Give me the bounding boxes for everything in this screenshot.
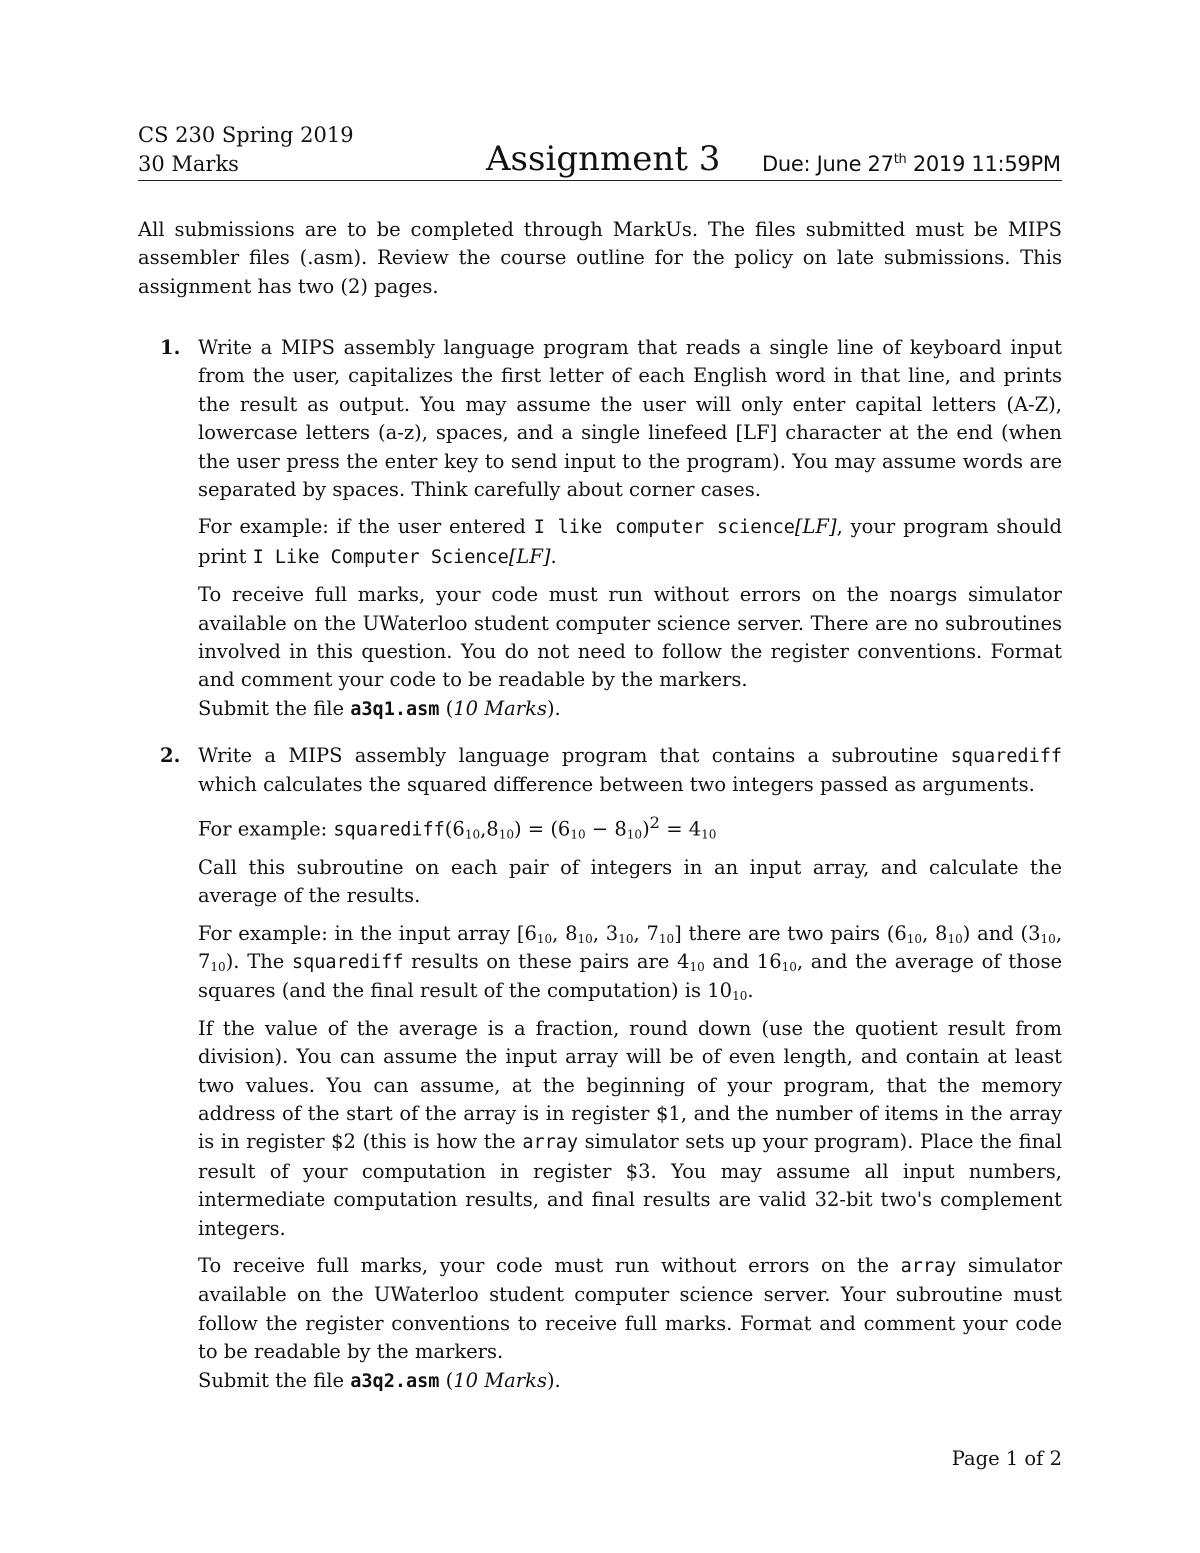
q2-rules-text: If the value of the average is a fraction, round down (use the quotient result from division). You can assume the input array will be of even length, and contain at least two values. You can assume, at the beginning of your program, that the memory address of the start of the array is in register $1, and the number of items in the array is in register $2 (this is how the [198, 1016, 1062, 1154]
base-subscript: 10 [570, 827, 586, 842]
q2-rules-text: simulator sets up your program). Place the final result of your computation in register $3. You may assume all input numbers, intermediate computation results, and final results are valid 32-bit two's complement integers. [198, 1130, 1062, 1240]
q1-submit-close: ). [546, 696, 561, 720]
q1-description: Write a MIPS assembly language program that reads a single line of keyboard input from the user, capitalizes the first letter of each English word in that line, and prints the result as output. You may assume the user will only enter capital letters (A-Z), lowercase letters (a-z), spaces, and a single linefeed [LF] character at the end (when the user press the enter key to send input to the program). You may assume words are separated by spaces. Think carefully about corner cases. [198, 336, 1062, 502]
question-number: 1. [160, 336, 181, 359]
q1-example-lf: [LF] [508, 544, 551, 568]
q2-ex2-text: and 16 [704, 949, 782, 973]
base-subscript: 10 [464, 827, 481, 842]
q1-example-prefix: For example: if the user entered [198, 515, 534, 539]
q2-desc-a: Write a MIPS assembly language program that contains a subroutine [198, 744, 951, 767]
q2-submission [198, 1367, 1062, 1396]
q2-rounding-rules [198, 1015, 1062, 1243]
q2-ex1-text: ,8 [480, 817, 499, 841]
q2-ex1-exponent: 2 [649, 812, 661, 832]
q2-ex2-text: ] there are two pairs (6 [674, 921, 907, 945]
total-marks: 30 Marks [138, 152, 239, 176]
q1-requirements: To receive full marks, your code must run without errors on the noargs simulator available on the UWaterloo student computer science server. There are no subroutines involved in this question. You do not need to follow the register conventions. Format and comment your code to be readable by the markers. [198, 583, 1062, 692]
header-rule [138, 180, 1062, 181]
page-number: Page 1 of 2 [951, 1447, 1062, 1470]
base-subscript: 10 [947, 931, 963, 946]
base-subscript: 10 [689, 959, 705, 974]
q2-req-text: To receive full marks, your code must run without errors on the [198, 1254, 901, 1277]
q1-submit-prefix: Submit the file [198, 696, 351, 720]
q2-ex2-text: , 7 [198, 921, 1063, 973]
q2-ex2-text: For example: in the input array [6 [198, 921, 537, 945]
base-subscript: 10 [577, 931, 593, 946]
q2-description [198, 742, 1062, 800]
q2-ex2-text: results on these pairs are 4 [403, 949, 690, 973]
q2-submit-file: a3q2.asm [350, 1370, 440, 1392]
q2-subroutine-name: squarediff [950, 746, 1062, 767]
question-2 [160, 742, 1063, 1405]
q2-ex2-text: , 8 [552, 921, 578, 945]
q2-ex1-code: squarediff [333, 819, 445, 841]
base-subscript: 10 [618, 931, 634, 946]
q1-submit-file: a3q1.asm [350, 698, 440, 720]
intro-paragraph: All submissions are to be completed through MarkUs. The files submitted must be MIPS assembler files (.asm). Review the course outline for the policy on late submissions. This assignment has two (2) pages. [138, 218, 1062, 298]
q2-ex1-text: = 4 [660, 817, 702, 841]
question-1 [160, 334, 1062, 733]
q2-ex1-text: (6 [444, 817, 465, 841]
q2-average-description: Call this subroutine on each pair of integers in an input array, and calculate the average of the results. [198, 855, 1062, 908]
q2-ex1-text: − 8 [585, 817, 627, 841]
q2-ex1-text: ) [642, 817, 650, 841]
q2-ex1-text: ) = (6 [513, 817, 571, 841]
base-subscript: 10 [536, 931, 553, 946]
q2-example-2 [198, 920, 1062, 1006]
base-subscript: 10 [906, 931, 923, 946]
q2-ex2-text: , 7 [633, 921, 659, 945]
base-subscript: 10 [210, 959, 226, 974]
base-subscript: 10 [701, 827, 717, 842]
q2-ex2-text: ). The [225, 949, 293, 973]
q2-simulator-name: array [522, 1132, 579, 1154]
q2-ex2-text: ) and (3 [962, 921, 1041, 945]
q2-example-1 [198, 809, 1062, 845]
q2-ex2-text: . [747, 979, 754, 1003]
q2-submit-open: ( [439, 1368, 454, 1392]
q2-ex2-text: , 3 [592, 921, 619, 945]
q1-example-end: . [550, 544, 557, 568]
due-date [762, 151, 1061, 177]
base-subscript: 10 [781, 959, 797, 974]
q1-example [198, 513, 1062, 572]
q2-ex2-code: squarediff [292, 951, 404, 973]
q1-example-lf: [LF] [794, 515, 837, 539]
base-subscript: 10 [626, 827, 643, 842]
q1-submission [198, 695, 1062, 724]
q2-desc-b: which calculates the squared difference between two integers passed as arguments. [198, 773, 1035, 797]
base-subscript: 10 [498, 827, 514, 842]
base-subscript: 10 [732, 989, 748, 1004]
q2-submit-marks: 10 Marks [453, 1368, 547, 1392]
course-name: CS 230 Spring 2019 [138, 123, 354, 147]
q2-simulator-name: array [900, 1256, 957, 1277]
page-title: Assignment 3 [486, 139, 721, 179]
due-prefix: Due: June 27 [762, 152, 894, 176]
base-subscript: 10 [1040, 931, 1056, 946]
q1-example-output: I Like Computer Science [252, 546, 509, 568]
q1-submit-marks: 10 Marks [453, 696, 547, 720]
q2-ex2-text: , 8 [922, 921, 948, 945]
q2-ex1-prefix: For example: [198, 817, 334, 841]
due-superscript: th [893, 152, 907, 167]
q2-submit-prefix: Submit the file [198, 1368, 351, 1392]
due-suffix: 2019 11:59PM [906, 152, 1061, 176]
q2-ex2-text: , and the average of those squares (and the final result of the computation) is 10 [198, 949, 1062, 1003]
q1-example-middle: , your program should print [198, 515, 1062, 568]
q2-requirements [198, 1252, 1062, 1367]
q1-submit-open: ( [439, 696, 454, 720]
q2-submit-close: ). [546, 1368, 561, 1392]
base-subscript: 10 [658, 931, 675, 946]
q2-req-text: simulator available on the UWaterloo student computer science server. Your subroutine must follow the register conventions to receive full marks. Format and comment your code to be readable by the markers. [198, 1254, 1062, 1364]
question-number: 2. [160, 744, 181, 767]
q1-example-input: I like computer science [533, 517, 795, 539]
